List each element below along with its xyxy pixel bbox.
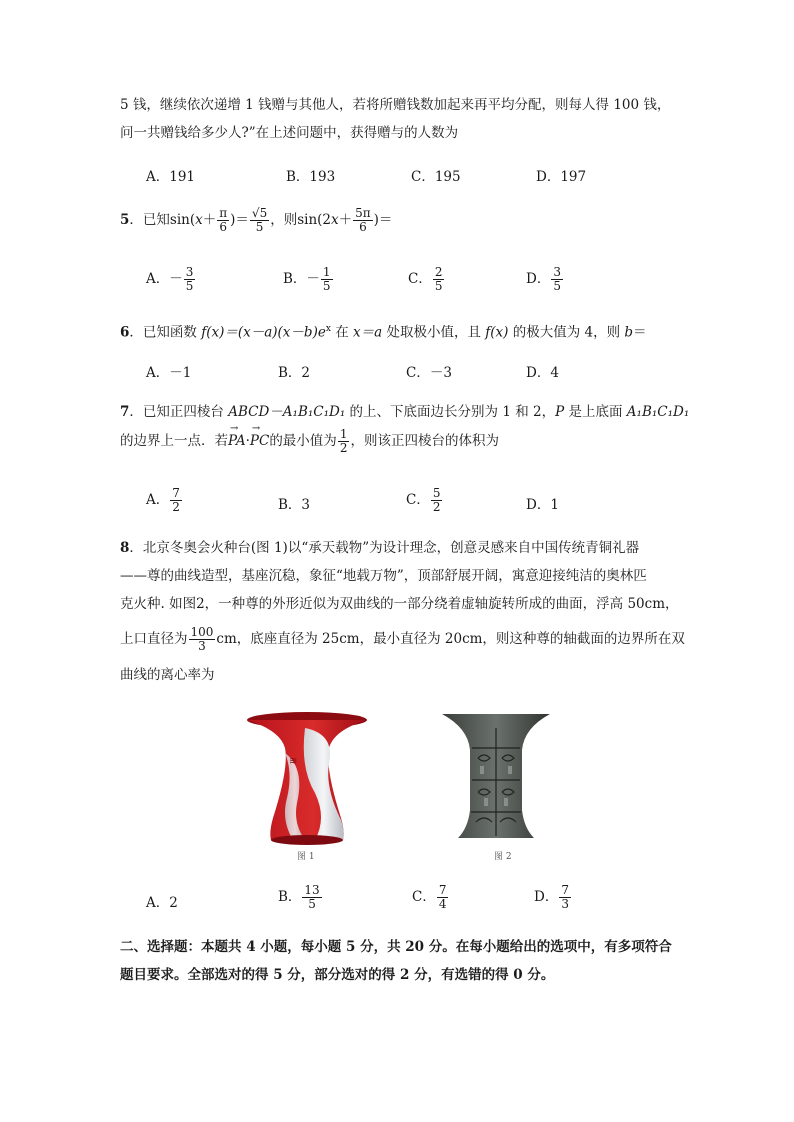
q8-stem-line5: 曲线的离心率为 (120, 667, 215, 683)
q8-stem-line3: 克火种. 如图2，一种尊的外形近似为双曲线的一部分绕着虚轴旋转所成的曲面，浮高 50cm， (120, 596, 679, 612)
q8-option-b: B． $\frac{13}{5}$ (278, 883, 320, 911)
q5-fraction-pi-6: $\frac{\pi}{6}$ (219, 206, 228, 234)
q8-number: 8 (120, 540, 130, 556)
section-2-heading-line1: 二、选择题：本题共 4 小题，每小题 5 分，共 20 分。在每小题给出的选项中，有多项符合 (120, 939, 672, 955)
q5-fraction-5pi-6: $\frac{5\pi}{6}$ (355, 206, 371, 234)
q4-option-a: A．191 (146, 169, 196, 185)
vector-pc: → PC (250, 433, 269, 449)
q6-option-d: D．4 (526, 365, 559, 381)
figure-1-torch-stand-image (245, 708, 369, 848)
q8-option-c: C． $\frac{7}{4}$ (412, 883, 447, 911)
figure-2-bronze-zun-image (440, 710, 552, 842)
q8-stem-line4: 上口直径为 $\frac{100}{3}$ cm，底座直径为 25cm，最小直径为 20cm，则这种尊的轴截面的边界所在双 (120, 625, 685, 653)
figure-2-caption: 图 2 (494, 852, 512, 862)
q8-option-a: A．2 (146, 895, 178, 911)
q7-number: 7 (120, 404, 130, 420)
q5-option-d: D． $\frac{3}{5}$ (526, 265, 561, 293)
vector-pa: → PA (228, 433, 246, 449)
q7-option-a: A． $\frac{7}{2}$ (146, 486, 180, 514)
q8-option-d: D． $\frac{7}{3}$ (534, 883, 569, 911)
q7-option-b: B．3 (278, 497, 311, 513)
q5-option-c: C． $\frac{2}{5}$ (408, 265, 443, 293)
q6-option-b: B．2 (278, 365, 311, 381)
q6-number: 6 (120, 324, 130, 341)
q5-number: 5 (120, 212, 130, 228)
q5-fraction-root5-5: $\frac{√5}{5}$ (251, 206, 268, 234)
q7-stem-line2: 的边界上一点．若→ PA·→ PC的最小值为 $\frac{1}{2}$ ，则该正四棱台的体积为 (120, 428, 499, 455)
q7-stem-line1: 7．已知正四棱台 ABCD－A₁B₁C₁D₁ 的上、下底面边长分别为 1 和 2，P 是上底面 A₁B₁C₁D₁ (120, 404, 690, 420)
q4-text-line2: 问一共赠钱给多少人?”在上述问题中，获得赠与的人数为 (120, 125, 459, 141)
q4-text-line1: 5 钱，继续依次递增 1 钱赠与其他人，若将所赠钱数加起来再平均分配，则每人得 100 钱， (120, 97, 671, 113)
q8-stem-line2: ——尊的曲线造型，基座沉稳，象征“地载万物”，顶部舒展开阔，寓意迎接纯洁的奥林匹 (120, 568, 647, 584)
q5-stem: 5．已知sin(x＋ $\frac{\pi}{6}$ )＝ $\frac{√5}{5}$ ，则sin(2x＋ $\frac{5\pi}{6}$ )＝ (120, 206, 393, 234)
section-2-heading-line2: 题目要求。全部选对的得 5 分，部分选对的得 2 分，有选错的得 0 分。 (120, 967, 555, 983)
q7-option-d: D．1 (526, 497, 559, 513)
q8-stem-line1: 8．北京冬奥会火种台(图 1)以“承天载物”为设计理念，创意灵感来自中国传统青铜礼器 (120, 540, 640, 556)
q5-option-b: B．－ $\frac{1}{5}$ (283, 265, 331, 293)
q4-option-d: D．197 (536, 169, 587, 185)
q6-stem: 6．已知函数 $f(x)=(x-a)(x-b)e^x$ 在 x＝a 处取极小值，且 f(x) 的极大值为 4，则 b＝ (120, 324, 647, 341)
q8-fraction-100-3: $\frac{100}{3}$ (190, 625, 214, 653)
q7-fraction-1-2: $\frac{1}{2}$ (339, 427, 348, 455)
q4-option-b: B．193 (286, 169, 336, 185)
figure-1-caption: 图 1 (297, 852, 315, 862)
svg-text:≋: ≋ (289, 756, 298, 767)
q5-option-a: A．－ $\frac{3}{5}$ (146, 265, 194, 293)
q4-option-c: C．195 (411, 169, 461, 185)
q6-option-c: C．－3 (406, 365, 452, 381)
q6-option-a: A．－1 (146, 365, 192, 381)
q7-option-c: C． $\frac{5}{2}$ (406, 486, 441, 514)
